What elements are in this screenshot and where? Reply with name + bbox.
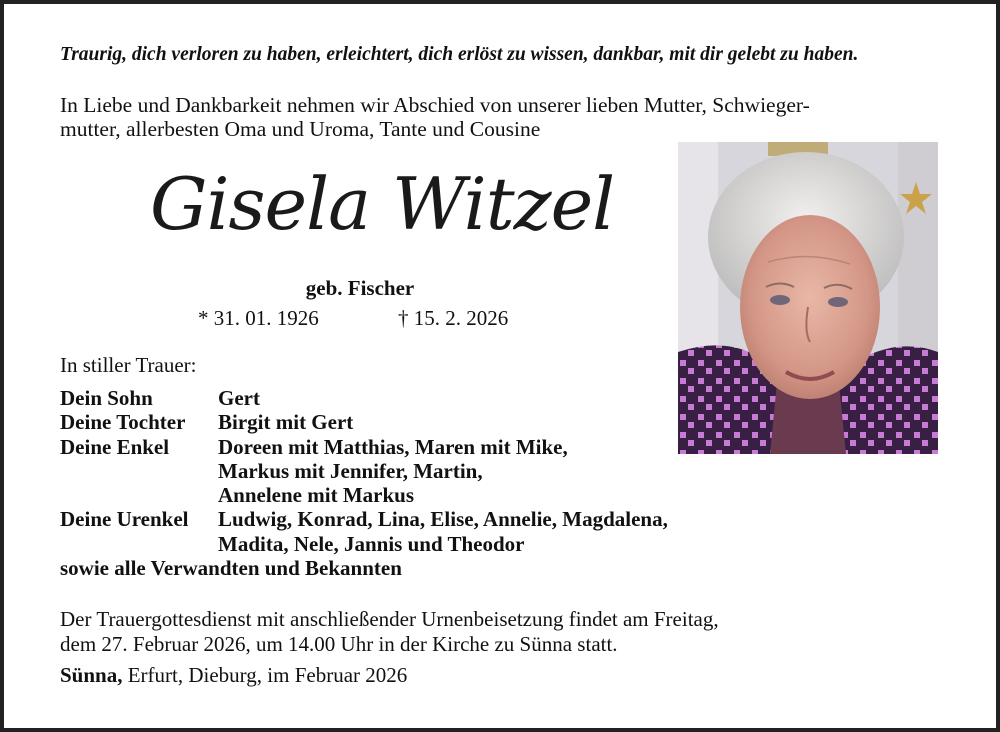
portrait-photo [678, 142, 938, 454]
relative-names [218, 386, 260, 410]
intro-line-1: In Liebe und Dankbarkeit nehmen wir Abschied von unserer lieben Mutter, Schwieger- [60, 93, 810, 117]
intro-line-2: mutter, allerbesten Oma und Uroma, Tante und Cousine [60, 117, 541, 141]
relative-names [218, 435, 568, 508]
family-row-son [60, 386, 668, 410]
relation-label: Deine Enkel [60, 434, 170, 459]
relative-names [218, 410, 353, 434]
family-row-grandchildren [60, 435, 668, 508]
deceased-name: Gisela Witzel [150, 162, 615, 246]
family-list [60, 386, 668, 580]
family-closing: sowie alle Verwandten und Bekannten [60, 556, 402, 581]
intro-text [60, 93, 940, 141]
family-row-daughter [60, 410, 668, 434]
maiden-name: geb. Fischer [305, 276, 415, 300]
name-line: Doreen mit Matthias, Maren mit Mike, [218, 434, 568, 459]
name-line: Birgit mit Gert [218, 410, 354, 435]
name-line: Markus mit Jennifer, Martin, [218, 458, 483, 483]
place-primary: Sünna, [60, 663, 123, 687]
relation-label: Deine Tochter [60, 410, 186, 435]
motto: Traurig, dich verloren zu haben, erleichtert, dich erlöst zu wissen, dankbar, mit dir gelebt zu haben. [60, 44, 859, 65]
birth-date: * 31. 01. 1926 [198, 306, 319, 330]
name-line: Gert [218, 386, 260, 410]
place-date [60, 663, 407, 688]
family-row-great-grandchildren [60, 507, 668, 556]
service-info [60, 607, 719, 656]
name-line: Annelene mit Markus [218, 483, 414, 508]
name-line: Madita, Nele, Jannis und Theodor [218, 531, 525, 556]
death-date: † 15. 2. 2026 [398, 306, 509, 330]
mourning-label: In stiller Trauer: [60, 353, 197, 377]
service-line-1: Der Trauergottesdienst mit anschließender Urnenbeisetzung findet am Freitag, [60, 607, 719, 631]
relation-label: Dein Sohn [60, 386, 153, 410]
place-rest: Erfurt, Dieburg, im Februar 2026 [122, 663, 408, 687]
relative-names [218, 507, 668, 556]
service-line-2: dem 27. Februar 2026, um 14.00 Uhr in der Kirche zu Sünna statt. [60, 631, 618, 656]
relation-label: Deine Urenkel [60, 507, 189, 532]
name-line: Ludwig, Konrad, Lina, Elise, Annelie, Magdalena, [218, 507, 668, 532]
